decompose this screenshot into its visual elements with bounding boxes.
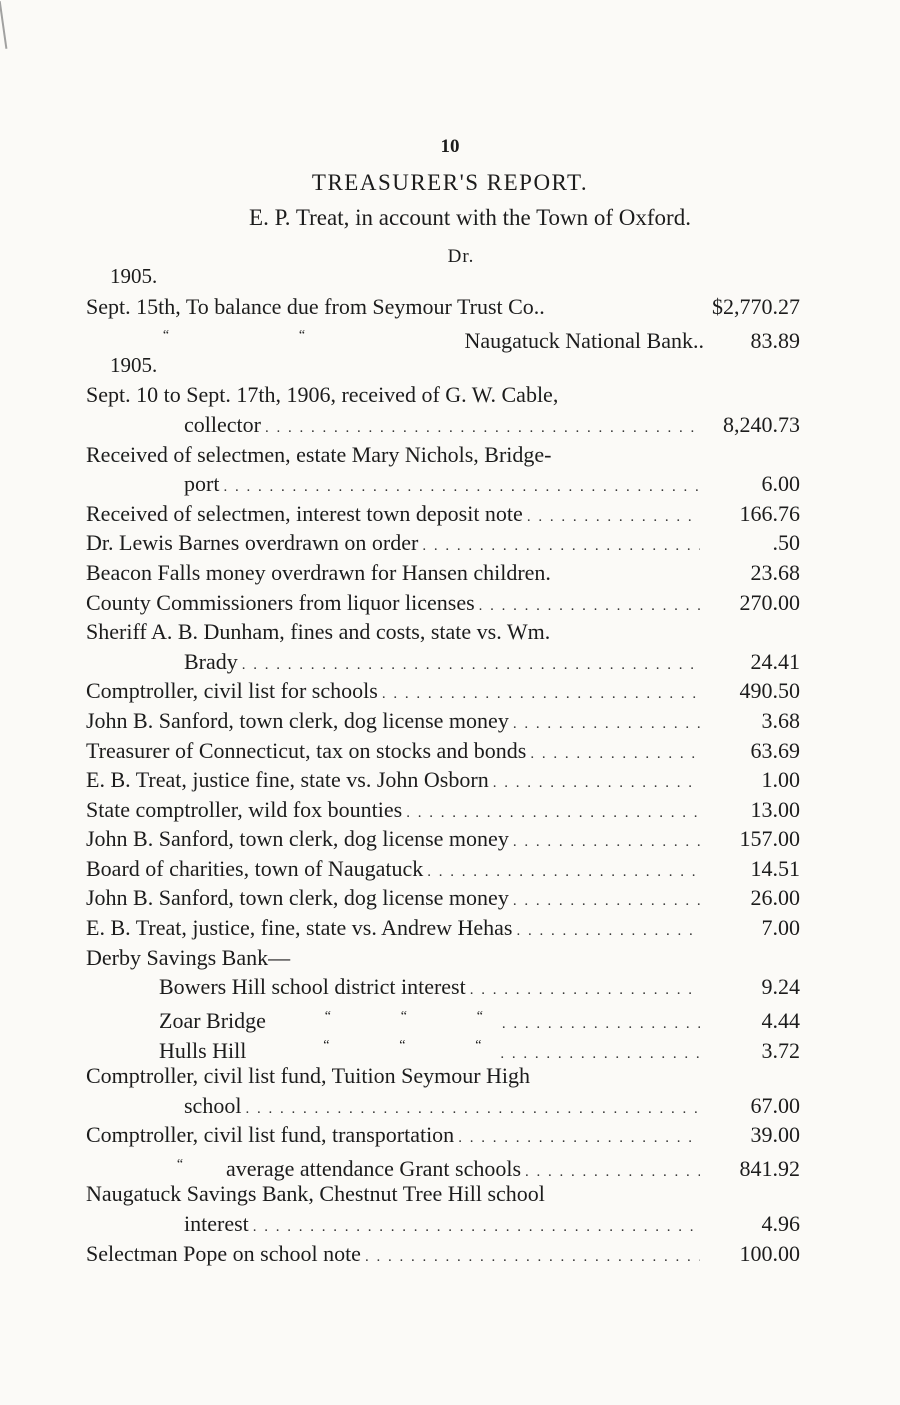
entry-amount: 841.92 xyxy=(739,1156,800,1182)
ledger-entry: “ average attendance Grant schools . . . 841.92 xyxy=(86,1150,800,1180)
ledger-entry-continued: Brady . . . 24.41 xyxy=(86,647,800,677)
ledger xyxy=(86,262,800,1268)
entry-amount: 3.68 xyxy=(761,707,800,733)
ledger-entry: Comptroller, civil list for schools . . . 490.50 xyxy=(86,676,800,706)
ledger-entry: Received of selectmen, interest town deposit note . . . 166.76 xyxy=(86,499,800,529)
ledger-entry: E. B. Treat, justice, fine, state vs. Andrew Hehas . . . 7.00 xyxy=(86,913,800,943)
ledger-entry: John B. Sanford, town clerk, dog license money . . . 26.00 xyxy=(86,883,800,913)
entry-amount: 6.00 xyxy=(761,471,800,497)
page-edge-mark xyxy=(0,0,21,49)
ledger-subentry: Hulls Hill “ “ “ . . . 3.72 xyxy=(86,1031,800,1061)
ledger-entry: John B. Sanford, town clerk, dog license money . . . 3.68 xyxy=(86,706,800,736)
ledger-entry: Derby Savings Bank— xyxy=(86,944,291,970)
ledger-entry: Dr. Lewis Barnes overdrawn on order . . . .50 xyxy=(86,528,800,558)
ledger-entry-continued: port . . . 6.00 xyxy=(86,469,800,499)
entry-amount: 63.69 xyxy=(750,737,800,763)
entry-amount: 3.72 xyxy=(761,1037,800,1063)
ledger-entry: Treasurer of Connecticut, tax on stocks and bonds . . . 63.69 xyxy=(86,736,800,766)
entry-amount: 1.00 xyxy=(761,767,800,793)
page-number: 10 xyxy=(440,136,460,157)
ledger-entry: E. B. Treat, justice fine, state vs. John Osborn . . . 1.00 xyxy=(86,765,800,795)
ditto-mark: “ xyxy=(399,1038,406,1054)
entry-amount: 13.00 xyxy=(750,796,800,822)
entry-amount: 26.00 xyxy=(750,885,800,911)
ledger-entry: State comptroller, wild fox bounties . . . 13.00 xyxy=(86,795,800,825)
ledger-entry: Comptroller, civil list fund, Tuition Seymour High xyxy=(86,1063,531,1089)
ditto-mark: “ xyxy=(324,1008,332,1024)
ledger-entry: Naugatuck Savings Bank, Chestnut Tree Hill school xyxy=(86,1181,545,1207)
entry-amount: 8,240.73 xyxy=(723,411,800,437)
entry-amount: $2,770.27 xyxy=(712,293,800,319)
ditto-mark: “ xyxy=(400,1008,408,1024)
ledger-entry: Comptroller, civil list fund, transportation . . . 39.00 xyxy=(86,1120,800,1150)
entry-amount: 9.24 xyxy=(761,974,800,1000)
year-line: 1905. xyxy=(110,352,158,377)
entry-amount: 7.00 xyxy=(761,915,800,941)
ditto-mark: “ xyxy=(475,1038,482,1054)
entry-amount: 157.00 xyxy=(739,826,800,852)
ledger-entry: Sept. 10 to Sept. 17th, 1906, received of G. W. Cable, xyxy=(86,382,559,408)
ledger-entry: Sept. 15th, To balance due from Seymour Trust Co.. $2,770.27 xyxy=(86,292,800,322)
ledger-entry: John B. Sanford, town clerk, dog license money . . . 157.00 xyxy=(86,824,800,854)
debit-label: Dr. xyxy=(447,246,475,267)
report-subtitle: E. P. Treat, in account with the Town of Oxford. xyxy=(249,205,691,230)
ledger-subentry: Bowers Hill school district interest . . . 9.24 xyxy=(86,972,800,1002)
entry-amount: 166.76 xyxy=(739,500,800,526)
entry-amount: 83.89 xyxy=(750,327,800,353)
entry-amount: .50 xyxy=(772,530,800,556)
ditto-mark: “ xyxy=(298,328,306,344)
ledger-entry: Selectman Pope on school note . . . 100.00 xyxy=(86,1239,800,1269)
ditto-mark: “ xyxy=(162,328,170,344)
entry-amount: 270.00 xyxy=(739,589,800,615)
entry-amount: 4.96 xyxy=(761,1211,800,1236)
ledger-subentry: Zoar Bridge “ “ “ . . . 4.44 xyxy=(86,1002,800,1032)
ledger-entry: Beacon Falls money overdrawn for Hansen children. 23.68 xyxy=(86,558,800,588)
entry-amount: 4.44 xyxy=(761,1008,800,1034)
ditto-mark: “ xyxy=(476,1008,484,1024)
ledger-entry: Board of charities, town of Naugatuck . . . 14.51 xyxy=(86,854,800,884)
entry-amount: 23.68 xyxy=(750,559,800,585)
ledger-entry: Received of selectmen, estate Mary Nichols, Bridge- xyxy=(86,441,552,467)
report-title: TREASURER'S REPORT. xyxy=(311,170,589,195)
ledger-entry: County Commissioners from liquor licenses . . . 270.00 xyxy=(86,588,800,618)
ditto-mark: “ xyxy=(323,1038,330,1054)
ditto-mark: “ xyxy=(176,1156,184,1172)
year-line: 1905. xyxy=(110,264,158,288)
entry-amount: 100.00 xyxy=(739,1240,800,1266)
entry-amount: 14.51 xyxy=(750,855,800,881)
ledger-entry-continued: school . . . 67.00 xyxy=(86,1091,800,1121)
ledger-entry-continued: interest . . . 4.96 xyxy=(86,1209,800,1239)
entry-amount: 490.50 xyxy=(739,678,800,704)
ledger-entry: Sheriff A. B. Dunham, fines and costs, state vs. Wm. xyxy=(86,619,551,645)
entry-amount: 67.00 xyxy=(750,1092,800,1118)
ledger-entry-continued: collector . . . 8,240.73 xyxy=(86,410,800,440)
entry-amount: 24.41 xyxy=(750,648,800,674)
ledger-entry: “ “ Naugatuck National Bank.. 83.89 xyxy=(86,321,800,351)
entry-amount: 39.00 xyxy=(750,1122,800,1148)
